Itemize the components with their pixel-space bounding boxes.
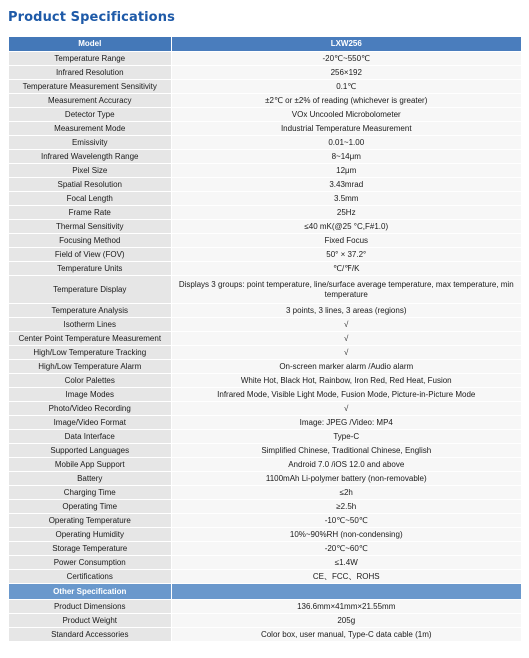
section-spacer <box>171 584 521 600</box>
table-row <box>9 402 521 416</box>
header-key: Model <box>9 37 171 52</box>
spec-key: Color Palettes <box>9 374 171 388</box>
spec-value: 3.43mrad <box>171 178 521 192</box>
table-row <box>9 600 521 614</box>
table-row <box>9 486 521 500</box>
table-row <box>9 178 521 192</box>
spec-value: 256×192 <box>171 66 521 80</box>
spec-value: Fixed Focus <box>171 234 521 248</box>
spec-key: Battery <box>9 472 171 486</box>
spec-key: Infrared Resolution <box>9 66 171 80</box>
spec-value: Android 7.0 /iOS 12.0 and above <box>171 458 521 472</box>
spec-value: 3 points, 3 lines, 3 areas (regions) <box>171 304 521 318</box>
spec-value: ≤1.4W <box>171 556 521 570</box>
spec-value: ≤40 mK(@25 °C,F#1.0) <box>171 220 521 234</box>
table-row <box>9 234 521 248</box>
spec-key: Operating Temperature <box>9 514 171 528</box>
spec-key: Storage Temperature <box>9 542 171 556</box>
spec-key: Product Weight <box>9 614 171 628</box>
spec-value: √ <box>171 402 521 416</box>
spec-value: 10%~90%RH (non-condensing) <box>171 528 521 542</box>
spec-key: Spatial Resolution <box>9 178 171 192</box>
spec-key: Thermal Sensitivity <box>9 220 171 234</box>
spec-value: 0.01~1.00 <box>171 136 521 150</box>
section-header-other-specification <box>9 584 521 600</box>
table-row <box>9 332 521 346</box>
spec-key: Operating Time <box>9 500 171 514</box>
spec-key: Photo/Video Recording <box>9 402 171 416</box>
spec-table-body <box>9 37 521 642</box>
table-row <box>9 374 521 388</box>
spec-key: Emissivity <box>9 136 171 150</box>
spec-value: VOx Uncooled Microbolometer <box>171 108 521 122</box>
spec-key: Data Interface <box>9 430 171 444</box>
table-row <box>9 614 521 628</box>
spec-key: Focusing Method <box>9 234 171 248</box>
spec-value: Simplified Chinese, Traditional Chinese, English <box>171 444 521 458</box>
spec-value: 1100mAh Li-polymer battery (non-removable) <box>171 472 521 486</box>
spec-value: 12μm <box>171 164 521 178</box>
spec-key: High/Low Temperature Alarm <box>9 360 171 374</box>
spec-key: Power Consumption <box>9 556 171 570</box>
table-row <box>9 318 521 332</box>
spec-key: Focal Length <box>9 192 171 206</box>
table-row <box>9 66 521 80</box>
spec-value: Color box, user manual, Type-C data cable (1m) <box>171 628 521 642</box>
spec-key: Temperature Display <box>9 276 171 304</box>
table-row <box>9 94 521 108</box>
spec-value: -20℃~60℃ <box>171 542 521 556</box>
spec-value: ±2℃ or ±2% of reading (whichever is greater) <box>171 94 521 108</box>
spec-value: -20℃~550℃ <box>171 52 521 66</box>
spec-value: √ <box>171 332 521 346</box>
table-row <box>9 262 521 276</box>
table-row <box>9 164 521 178</box>
table-row <box>9 514 521 528</box>
spec-value: 8~14μm <box>171 150 521 164</box>
spec-key: Standard Accessories <box>9 628 171 642</box>
spec-key: Frame Rate <box>9 206 171 220</box>
spec-value: 205g <box>171 614 521 628</box>
spec-key: High/Low Temperature Tracking <box>9 346 171 360</box>
spec-key: Mobile App Support <box>9 458 171 472</box>
spec-key: Temperature Units <box>9 262 171 276</box>
spec-value: 25Hz <box>171 206 521 220</box>
spec-value: 3.5mm <box>171 192 521 206</box>
spec-value: 136.6mm×41mm×21.55mm <box>171 600 521 614</box>
table-row <box>9 458 521 472</box>
spec-key: Image Modes <box>9 388 171 402</box>
spec-key: Temperature Measurement Sensitivity <box>9 80 171 94</box>
spec-key: Measurement Mode <box>9 122 171 136</box>
table-row <box>9 150 521 164</box>
table-row <box>9 628 521 642</box>
table-row <box>9 388 521 402</box>
table-row <box>9 416 521 430</box>
table-row <box>9 192 521 206</box>
table-row <box>9 570 521 584</box>
table-row <box>9 472 521 486</box>
spec-value: √ <box>171 318 521 332</box>
table-row <box>9 220 521 234</box>
spec-value: On-screen marker alarm /Audio alarm <box>171 360 521 374</box>
table-row <box>9 430 521 444</box>
spec-key: Operating Humidity <box>9 528 171 542</box>
table-row <box>9 52 521 66</box>
spec-key: Certifications <box>9 570 171 584</box>
spec-key: Detector Type <box>9 108 171 122</box>
spec-value: White Hot, Black Hot, Rainbow, Iron Red, Red Heat, Fusion <box>171 374 521 388</box>
spec-key: Center Point Temperature Measurement <box>9 332 171 346</box>
table-header-row <box>9 37 521 52</box>
table-row <box>9 444 521 458</box>
spec-value: ≥2.5h <box>171 500 521 514</box>
header-value: LXW256 <box>171 37 521 52</box>
spec-key: Infrared Wavelength Range <box>9 150 171 164</box>
spec-key: Isotherm Lines <box>9 318 171 332</box>
spec-value: 50° × 37.2° <box>171 248 521 262</box>
spec-key: Field of View (FOV) <box>9 248 171 262</box>
page-title: Product Specifications <box>8 10 175 25</box>
table-row <box>9 542 521 556</box>
spec-key: Supported Languages <box>9 444 171 458</box>
table-row <box>9 136 521 150</box>
spec-value: ℃/℉/K <box>171 262 521 276</box>
table-row <box>9 556 521 570</box>
table-row <box>9 528 521 542</box>
spec-value: Industrial Temperature Measurement <box>171 122 521 136</box>
table-row <box>9 304 521 318</box>
spec-value: Infrared Mode, Visible Light Mode, Fusion Mode, Picture-in-Picture Mode <box>171 388 521 402</box>
spec-value: Displays 3 groups: point temperature, line/surface average temperature, max temperature, min temperature <box>171 276 521 304</box>
table-row <box>9 108 521 122</box>
spec-key: Temperature Analysis <box>9 304 171 318</box>
table-row <box>9 206 521 220</box>
spec-table <box>9 37 521 642</box>
table-row <box>9 80 521 94</box>
table-row <box>9 122 521 136</box>
spec-key: Measurement Accuracy <box>9 94 171 108</box>
spec-key: Charging Time <box>9 486 171 500</box>
spec-key: Product Dimensions <box>9 600 171 614</box>
spec-value: ≤2h <box>171 486 521 500</box>
spec-value: Image: JPEG /Video: MP4 <box>171 416 521 430</box>
spec-value: 0.1℃ <box>171 80 521 94</box>
spec-key: Image/Video Format <box>9 416 171 430</box>
spec-value: -10℃~50℃ <box>171 514 521 528</box>
spec-key: Pixel Size <box>9 164 171 178</box>
table-row <box>9 360 521 374</box>
spec-value: Type-C <box>171 430 521 444</box>
table-row <box>9 346 521 360</box>
table-row <box>9 248 521 262</box>
spec-key: Temperature Range <box>9 52 171 66</box>
spec-value: CE、FCC、ROHS <box>171 570 521 584</box>
spec-value: √ <box>171 346 521 360</box>
table-row <box>9 500 521 514</box>
table-row <box>9 276 521 304</box>
section-label: Other Specification <box>9 584 171 600</box>
